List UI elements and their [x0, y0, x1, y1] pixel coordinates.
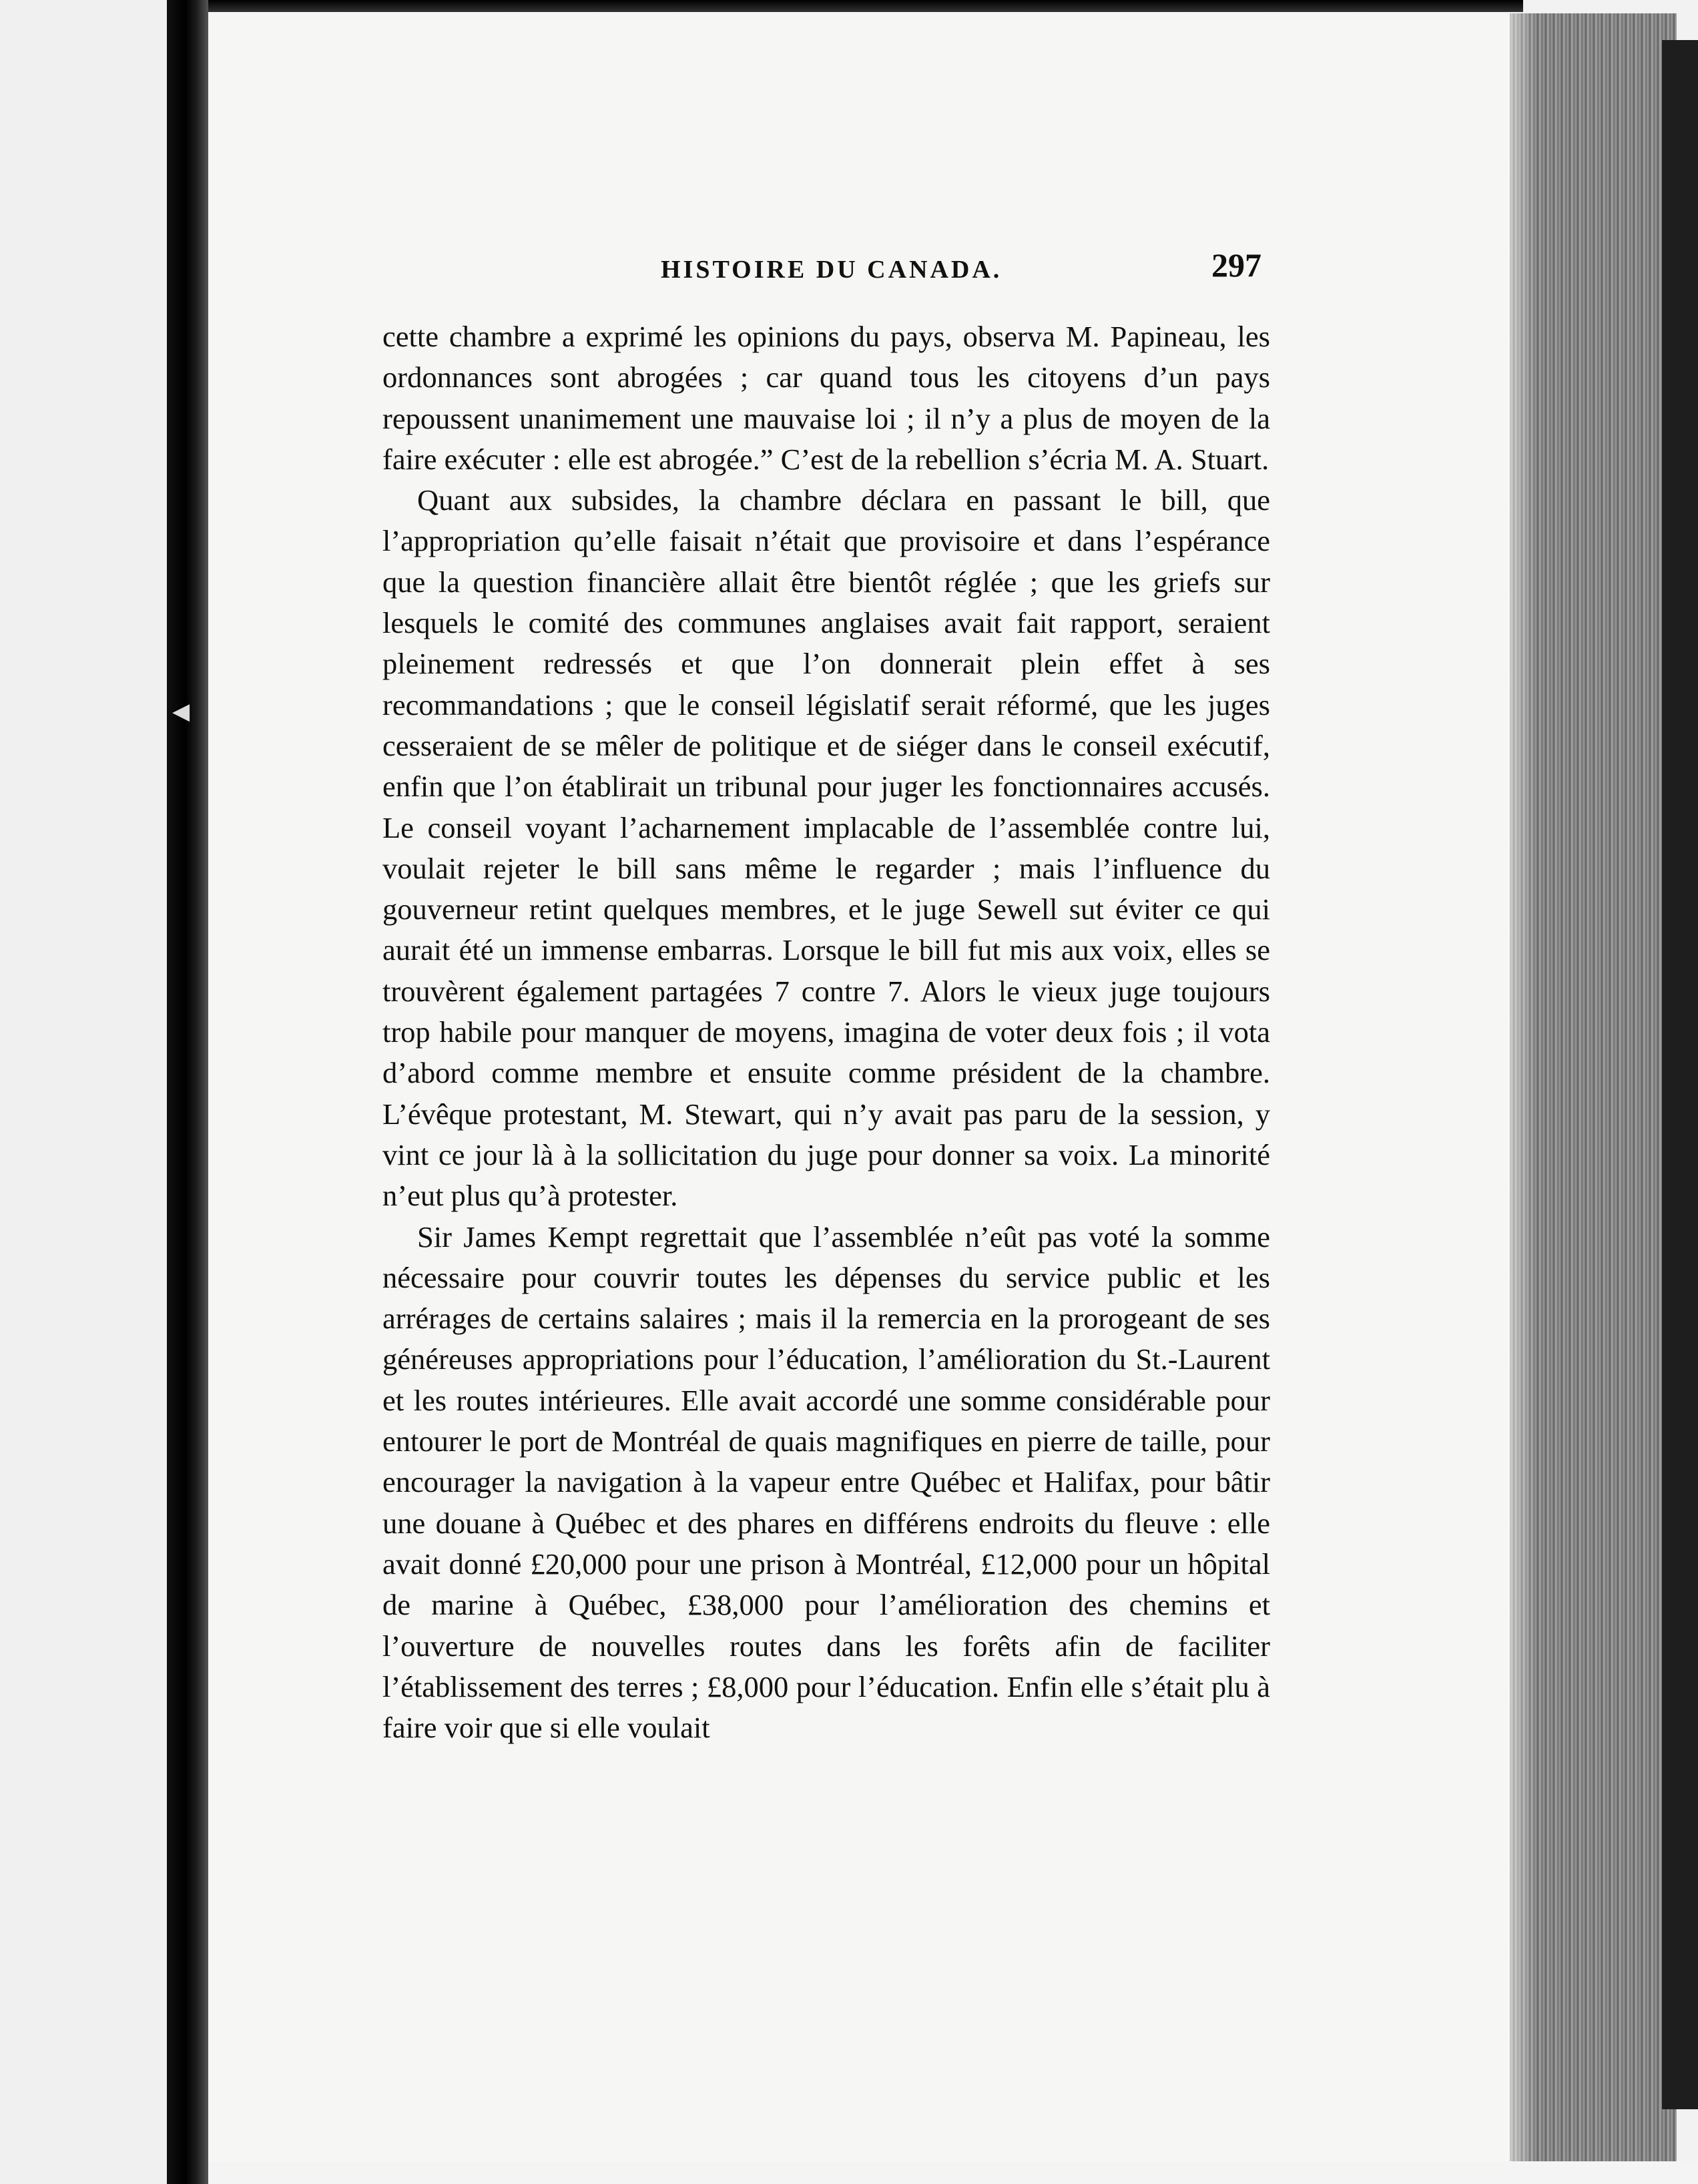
paragraph-2: Quant aux subsides, la chambre déclara en passant le bill, que l’appropriation qu’elle faisait n’était que provisoire et dans l’espérance que la question financière allait être bientôt réglée ; que les griefs sur lesquels le comité des communes anglaises avait fait rapport, seraient pleinement redressés et que l’on donnerait plein effet à ses recommandations ; que le conseil législatif serait réformé, que les juges cesseraient de se mêler de politique et de siéger dans le conseil exécutif, enfin que l’on établirait un tribunal pour juger les fonctionnaires accusés. Le conseil voyant l’acharnement implacable de l’assemblée contre lui, voulait rejeter le bill sans même le regarder ; mais l’influence du gouverneur retint quelques membres, et le juge Sewell sut éviter ce qui aurait été un immense embarras. Lorsque le bill fut mis aux voix, elles se trouvèrent également partagées 7 contre 7. Alors le vieux juge toujours trop habile pour manquer de moyens, imagina de voter deux fois ; il vota d’abord comme membre et ensuite comme président de la chambre. L’évêque protestant, M. Stewart, qui n’y avait pas paru de la session, y vint ce jour là à la sollicitation du juge pour donner sa voix. La minorité n’eut plus qu’à protester. — [382, 483, 1270, 1213]
page-number: 297 — [1211, 246, 1261, 284]
page-header — [661, 246, 1261, 286]
top-scan-edge — [208, 0, 1523, 12]
book-edge-highlight — [1510, 13, 1536, 2163]
book-gutter — [167, 0, 208, 2184]
running-title: HISTOIRE DU CANADA. — [661, 256, 1003, 284]
book-cover-edge — [1662, 40, 1698, 2109]
left-facing-page — [0, 0, 194, 2184]
margin-mark: ◀ — [172, 700, 190, 724]
paragraph-3: Sir James Kempt regrettait que l’assemblée n’eût pas voté la somme nécessaire pour couvrir toutes les dépenses du service public et les arrérages de certains salaires ; mais il la remercia en la prorogeant de ses généreuses appropriations pour l’éducation, l’amélioration du St.-Laurent et les routes intérieures. Elle avait accordé une somme considérable pour entourer le port de Montréal de quais magnifiques en pierre de taille, pour encourager la navigation à la vapeur entre Québec et Halifax, pour bâtir une douane à Québec et des phares en différens endroits du fleuve : elle avait donné £20,000 pour une prison à Montréal, £12,000 pour un hôpital de marine à Québec, £38,000 pour l’amélioration des chemins et l’ouverture de nouvelles routes dans les forêts afin de faciliter l’établissement des terres ; £8,000 pour l’éducation. Enfin elle s’était plu à faire voir que si elle voulait — [382, 1219, 1270, 1745]
paragraph-1: cette chambre a exprimé les opinions du pays, observa M. Papineau, les ordonnances sont abrogées ; car quand tous les citoyens d’un pays repoussent unanimement une mauvaise loi ; il n’y a plus de moyen de la faire exécuter : elle est abrogée.” C’est de la rebellion s’écria M. A. Stuart. — [382, 320, 1270, 476]
bottom-scan-edge — [208, 2161, 1698, 2184]
body-text — [382, 316, 1270, 1748]
